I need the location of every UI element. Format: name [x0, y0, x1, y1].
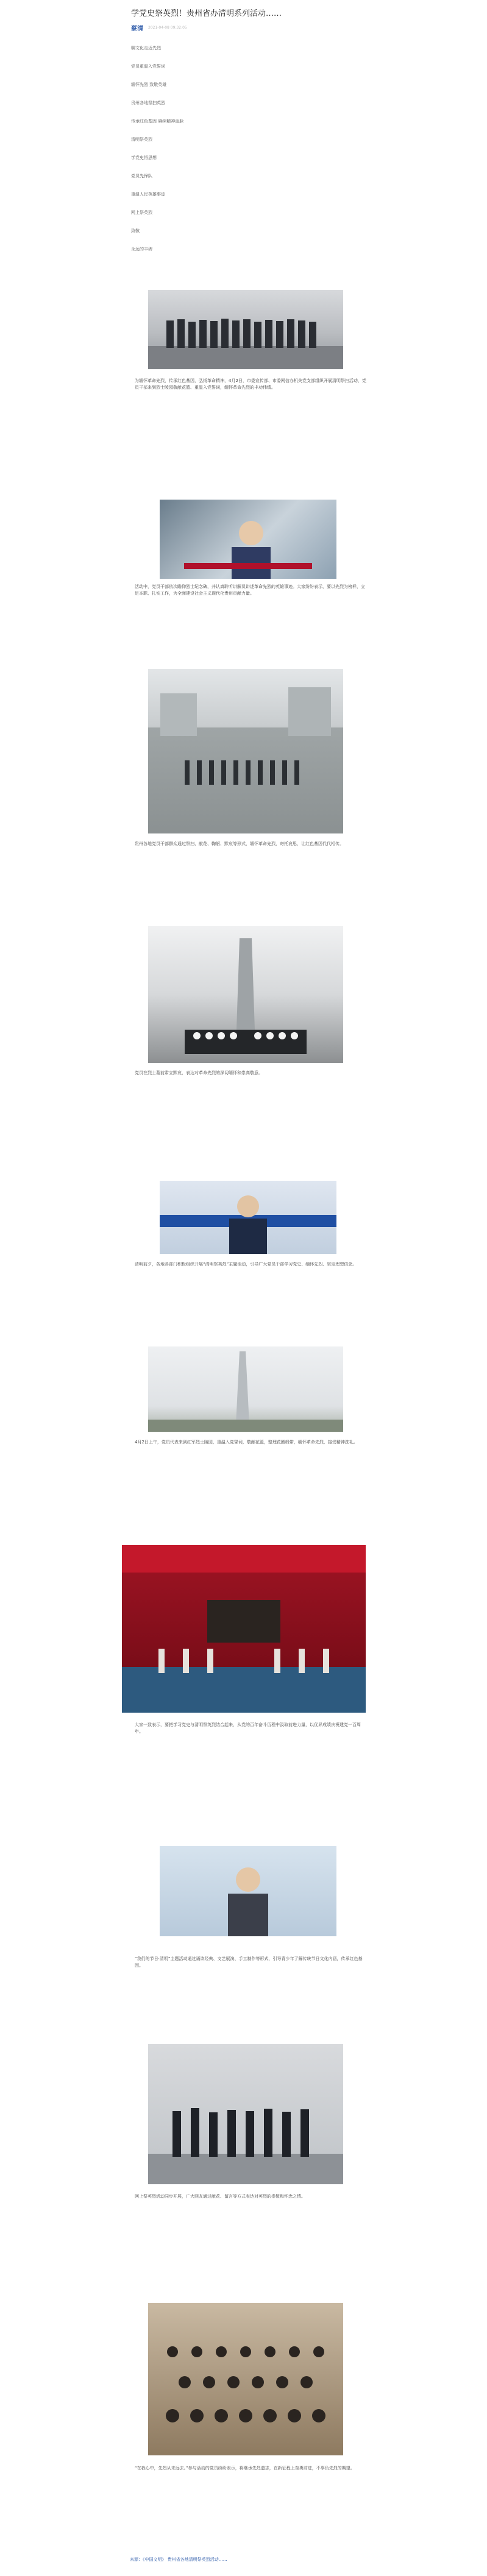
photo-group-indoors	[148, 2044, 343, 2184]
list-item[interactable]: 缅怀先烈 致敬英雄	[131, 82, 167, 87]
list-item[interactable]: 聊文化走近先烈	[131, 46, 161, 51]
paragraph: “在我心中，先烈从未远去。”参与活动的党员纷纷表示，将继承先烈遗志，在新征程上奋勇前进，不辜负先烈的期望。	[135, 2466, 355, 2471]
photo-speaker	[160, 500, 336, 579]
author-name[interactable]: 蔡清	[131, 25, 143, 32]
topic-list	[130, 39, 361, 258]
list-item[interactable]: 党员重温入党誓词	[131, 64, 165, 69]
audience-illustration	[148, 2303, 343, 2455]
list-item[interactable]: 致敬	[131, 228, 140, 233]
photo-monument	[148, 926, 343, 1063]
monument-illustration	[148, 926, 343, 1063]
list-item[interactable]: 党员先锋队	[131, 174, 152, 179]
photo-cemetery	[148, 669, 343, 833]
paragraph: 贵州各地党员干部群众通过祭扫、献花、鞠躬、默哀等形式，缅怀革命先烈，寄托哀思，让红色基因代代相传。	[135, 841, 344, 846]
article-meta	[131, 23, 361, 32]
list-item[interactable]: 永远的丰碑	[131, 247, 152, 252]
photo-tower	[148, 1346, 343, 1432]
list-item[interactable]: 贵州各地祭扫英烈	[131, 101, 165, 105]
banner-man-illustration	[160, 1181, 336, 1254]
source-caption: 来源：《中国文明》 贵州省各地清明祭英烈活动……	[130, 2557, 227, 2562]
publish-date: 2021-04-08 09:32:05	[148, 25, 187, 30]
article-title: 学党史祭英烈！贵州省办清明系列活动……	[131, 9, 282, 18]
photo-man-banner	[160, 1181, 336, 1254]
tower-illustration	[148, 1346, 343, 1432]
list-item[interactable]: 重温人民英雄事迹	[131, 192, 165, 197]
photo-stage-performance	[122, 1545, 366, 1713]
paragraph: “我们的节日·清明”主题活动通过诵读经典、文艺展演、手工制作等形式，引导青少年了解传统节日文化内涵，传承红色基因。	[135, 1956, 363, 1968]
indoor-group-illustration	[148, 2044, 343, 2184]
paragraph: 4月2日上午，党员代表来到红军烈士陵园，重温入党誓词，敬献花篮，整理花圈缎带，缅怀革命先烈，接受精神洗礼。	[135, 1440, 358, 1445]
list-item[interactable]: 学党史悟思想	[131, 155, 157, 160]
article	[130, 0, 361, 258]
paragraph: 党员在烈士墓前肃立默哀，表达对革命先烈的深切缅怀和崇高敬意。	[135, 1070, 263, 1075]
paragraph: 大家一致表示，要把学习党史与清明祭英烈结合起来，从党的百年奋斗历程中汲取前进力量，以优异成绩庆祝建党一百周年。	[135, 1722, 361, 1734]
cemetery-illustration	[148, 669, 343, 833]
photo-podium-speaker	[160, 1846, 336, 1936]
paragraph: 活动中，党员干部依次瞻仰烈士纪念碑，并认真聆听讲解员讲述革命先烈的英雄事迹。大家纷纷表示，要以先烈为榜样，立足本职、扎实工作，为全面建设社会主义现代化贵州贡献力量。	[135, 584, 365, 596]
speaker-illustration	[160, 500, 336, 579]
photo-audience	[148, 2303, 343, 2455]
photo-group-ceremony	[148, 290, 343, 369]
podium-illustration	[160, 1846, 336, 1936]
people-row-illustration	[148, 290, 343, 369]
paragraph: 网上祭英烈活动同步开展，广大网友通过献花、留言等方式表达对英烈的崇敬和怀念之情。	[135, 2194, 305, 2199]
paragraph: 清明前夕，各地各部门积极组织开展“清明祭英烈”主题活动，引导广大党员干部学习党史、缅怀先烈、坚定理想信念。	[135, 1262, 357, 1267]
list-item[interactable]: 网上祭英烈	[131, 210, 152, 215]
list-item[interactable]: 清明祭英烈	[131, 137, 152, 142]
stage-illustration	[122, 1545, 366, 1713]
list-item[interactable]: 传承红色基因 赓续精神血脉	[131, 119, 184, 124]
paragraph: 为缅怀革命先烈，传承红色基因，弘扬革命精神，4月2日，市委宣传部、市委网信办机关党支部组织开展清明祭扫活动，党员干部来到烈士陵园敬献花篮、重温入党誓词，缅怀革命先烈的丰功伟绩。	[135, 378, 366, 390]
